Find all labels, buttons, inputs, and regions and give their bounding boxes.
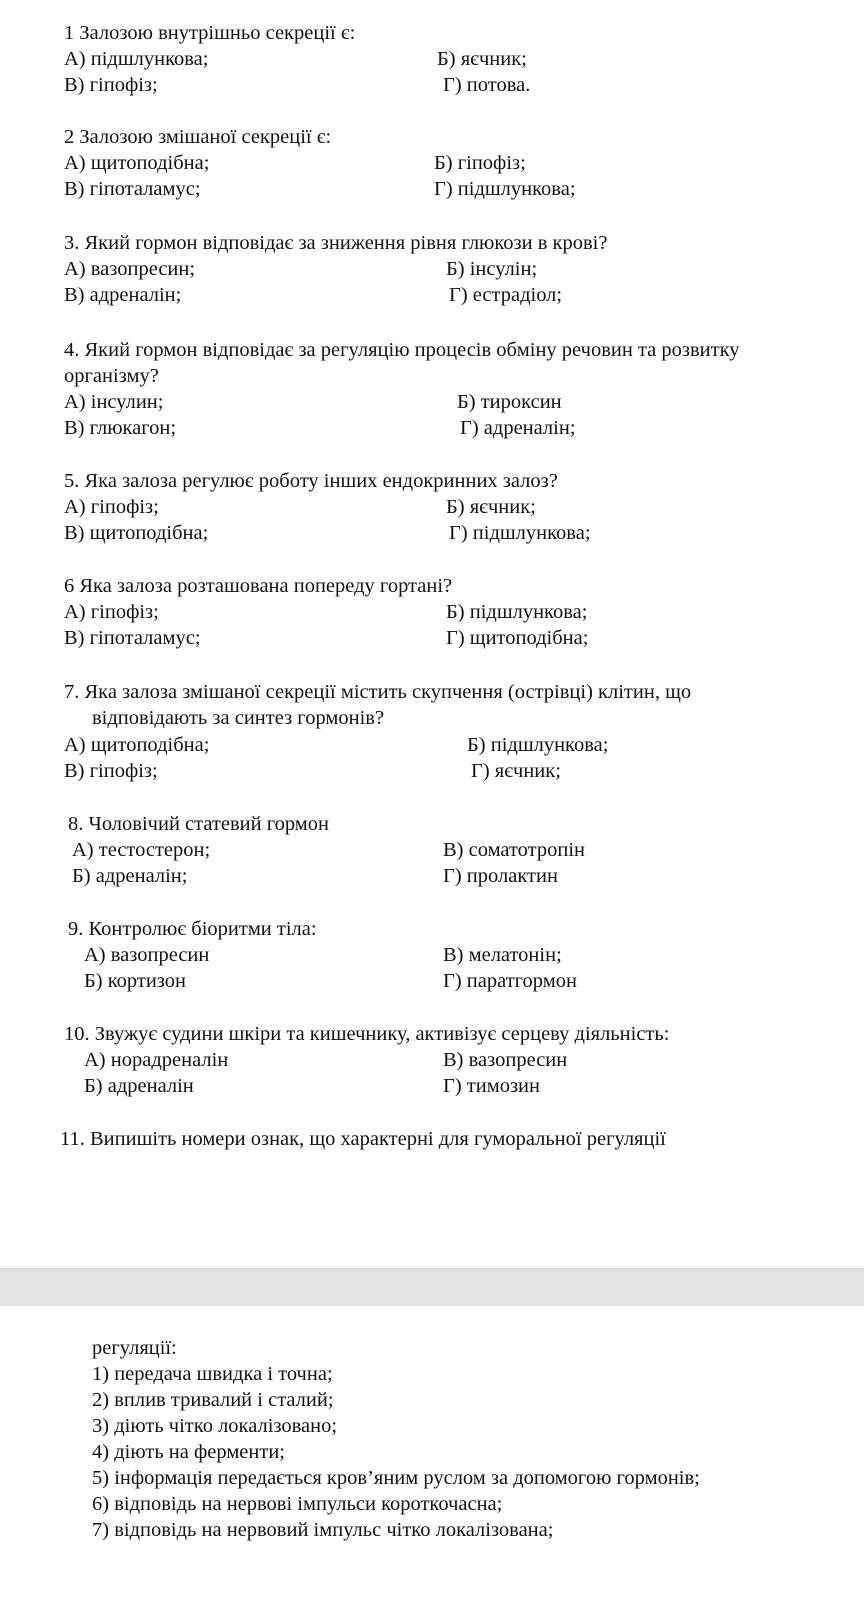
question-1-option-c: В) гіпофіз;: [64, 74, 158, 96]
question-8-option-d: Г) пролактин: [443, 865, 558, 887]
question-11-text: 11. Випишіть номери ознак, що характерні для гуморальної регуляції: [60, 1128, 666, 1150]
question-4-option-c: В) глюкагон;: [64, 417, 177, 439]
question-10-option-d: Г) тимозин: [443, 1075, 540, 1097]
question-8-text: 8. Чоловічий статевий гормон: [68, 813, 329, 835]
list-item-4: 4) діють на ферменти;: [92, 1441, 285, 1463]
question-2-option-d: Г) підшлункова;: [434, 178, 576, 200]
question-9-option-b: В) мелатонін;: [443, 944, 562, 966]
question-10-option-c: Б) адреналін: [84, 1075, 194, 1097]
question-5-option-d: Г) підшлункова;: [449, 522, 591, 544]
question-4-text: 4. Який гормон відповідає за регуляцію процесів обміну речовин та розвитку: [64, 339, 740, 361]
question-7-option-b: Б) підшлункова;: [467, 734, 609, 756]
question-9-option-a: А) вазопресин: [84, 944, 210, 966]
list-item-7: 7) відповідь на нервовий імпульс чітко локалізована;: [92, 1519, 554, 1541]
continuation-heading: регуляції:: [92, 1337, 177, 1359]
question-1-option-b: Б) яєчник;: [437, 48, 527, 70]
question-1-text: 1 Залозою внутрішньо секреції є:: [64, 22, 356, 44]
question-5-text: 5. Яка залоза регулює роботу інших ендокринних залоз?: [64, 470, 558, 492]
question-10-option-b: В) вазопресин: [443, 1049, 568, 1071]
question-9-option-d: Г) паратгормон: [443, 970, 577, 992]
question-6-option-c: В) гіпоталамус;: [64, 627, 201, 649]
question-4-option-d: Г) адреналін;: [460, 417, 576, 439]
list-item-3: 3) діють чітко локалізовано;: [92, 1415, 338, 1437]
page-2: [0, 1306, 864, 1603]
question-8-option-b: В) соматотропін: [443, 839, 585, 861]
question-9-text: 9. Контролює біоритми тіла:: [68, 918, 317, 940]
question-5-option-c: В) щитоподібна;: [64, 522, 209, 544]
question-8-option-a: А) тестостерон;: [72, 839, 211, 861]
question-8-option-c: Б) адреналін;: [72, 865, 188, 887]
list-item-2: 2) вплив тривалий і сталий;: [92, 1389, 334, 1411]
question-2-option-b: Б) гіпофіз;: [434, 152, 526, 174]
question-7-option-a: А) щитоподібна;: [64, 734, 210, 756]
question-1-option-d: Г) потова.: [443, 74, 531, 96]
question-3-option-a: А) вазопресин;: [64, 258, 196, 280]
question-2-option-c: В) гіпоталамус;: [64, 178, 201, 200]
question-1-option-a: А) підшлункова;: [64, 48, 209, 70]
question-7-text: 7. Яка залоза змішаної секреції містить скупчення (острівці) клітин, що: [64, 681, 692, 703]
question-9-option-c: Б) кортизон: [84, 970, 186, 992]
question-6-text: 6 Яка залоза розташована попереду гортані?: [64, 575, 453, 597]
question-6-option-a: А) гіпофіз;: [64, 601, 159, 623]
question-4-text-continued: організму?: [64, 365, 159, 387]
list-item-5: 5) інформація передається кров’яним руслом за допомогою гормонів;: [92, 1467, 700, 1489]
list-item-6: 6) відповідь на нервові імпульси короткочасна;: [92, 1493, 503, 1515]
question-3-text: 3. Який гормон відповідає за зниження рівня глюкози в крові?: [64, 232, 608, 254]
question-5-option-a: А) гіпофіз;: [64, 496, 159, 518]
question-2-option-a: А) щитоподібна;: [64, 152, 210, 174]
page-separator: [0, 1268, 864, 1308]
question-7-option-c: В) гіпофіз;: [64, 760, 158, 782]
question-2-text: 2 Залозою змішаної секреції є:: [64, 126, 332, 148]
question-7-option-d: Г) яєчник;: [471, 760, 561, 782]
question-6-option-d: Г) щитоподібна;: [446, 627, 589, 649]
list-item-1: 1) передача швидка і точна;: [92, 1363, 333, 1385]
question-3-option-d: Г) естрадіол;: [449, 284, 563, 306]
question-3-option-b: Б) інсулін;: [446, 258, 538, 280]
question-6-option-b: Б) підшлункова;: [446, 601, 588, 623]
question-7-text-continued: відповідають за синтез гормонів?: [92, 707, 385, 729]
question-3-option-c: В) адреналін;: [64, 284, 182, 306]
question-4-option-b: Б) тироксин: [457, 391, 562, 413]
question-10-option-a: А) норадреналін: [84, 1049, 229, 1071]
question-5-option-b: Б) яєчник;: [446, 496, 536, 518]
question-10-text: 10. Звужує судини шкіри та кишечнику, активізує серцеву діяльність:: [64, 1023, 670, 1045]
question-4-option-a: А) інсулин;: [64, 391, 164, 413]
